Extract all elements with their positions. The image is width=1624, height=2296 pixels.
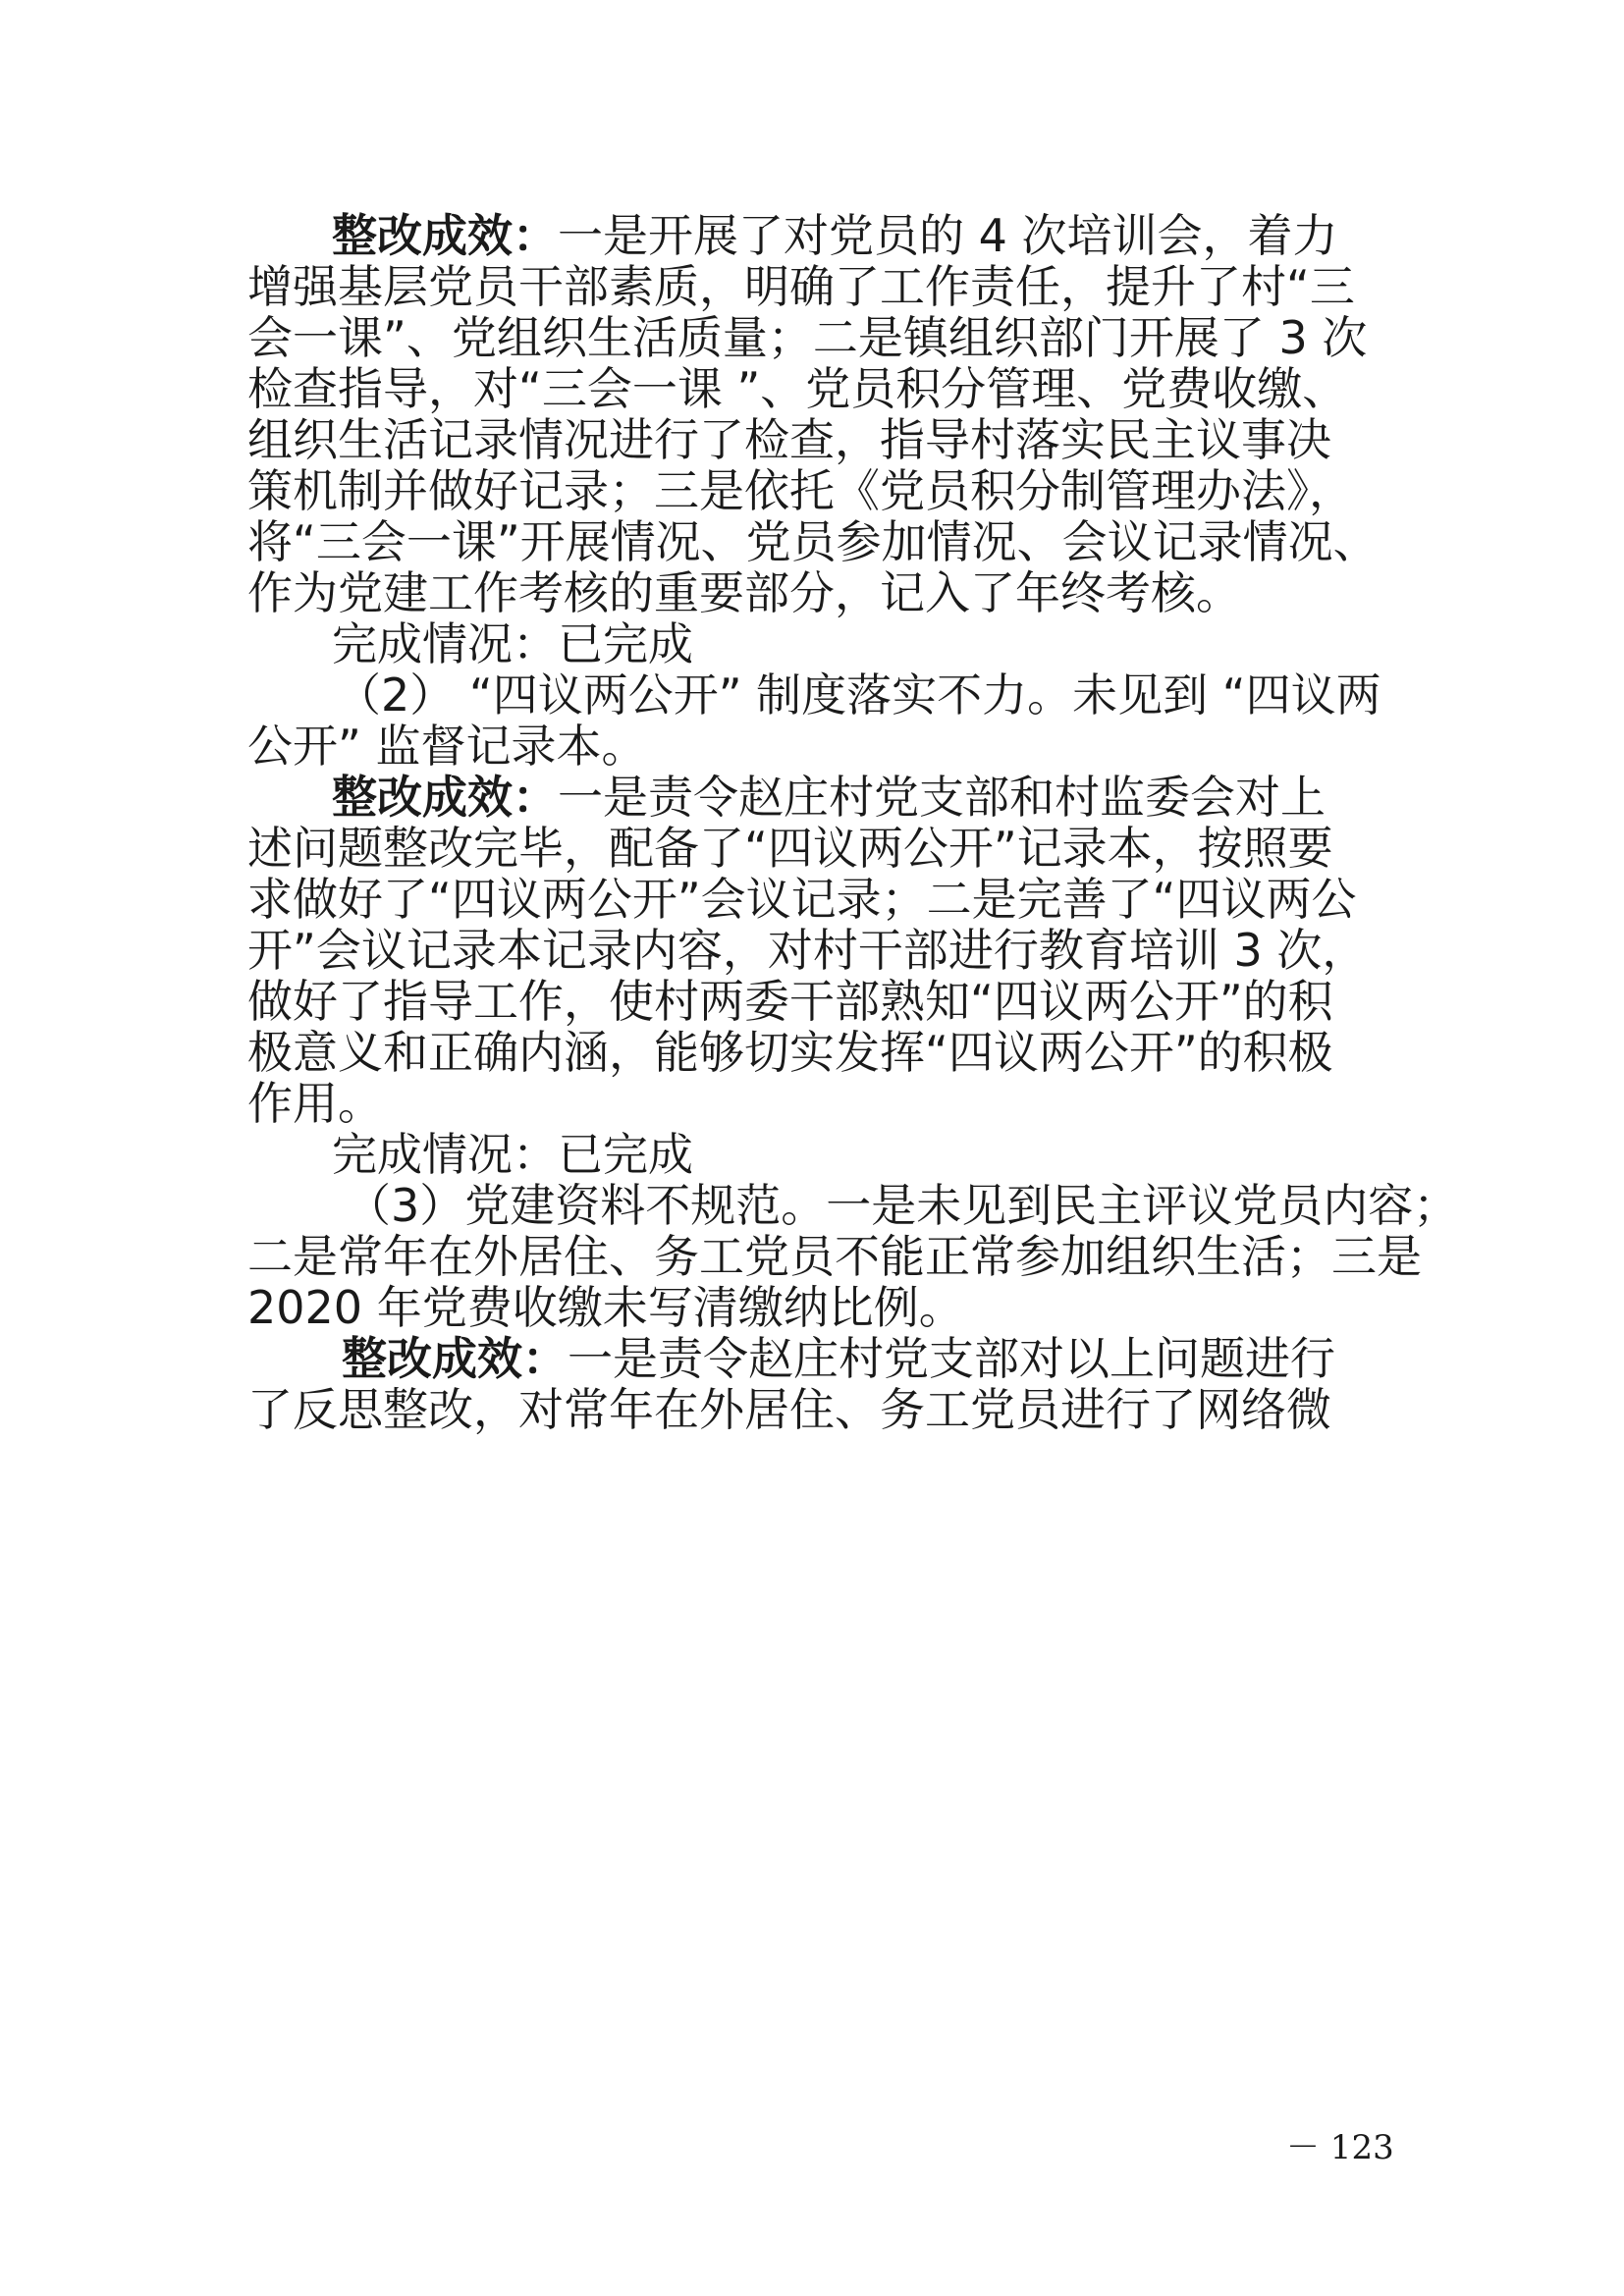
line-text: 完成情况：已完成 xyxy=(332,1128,693,1181)
text-line xyxy=(247,872,1357,927)
section-label: 整改成效： xyxy=(332,209,558,262)
page-number: － 123 xyxy=(1286,2128,1394,2167)
line-text: 了反思整改，对常年在外居住、务工党员进行了网络微 xyxy=(247,1383,1331,1436)
line-text: 一是责令赵庄村党支部和村监委会对上 xyxy=(558,771,1326,824)
line-text: 作用。 xyxy=(247,1077,383,1130)
line-text: 组织生活记录情况进行了检查，指导村落实民主议事决 xyxy=(247,413,1331,466)
line-text: 检查指导，对“三会一课 ”、党员积分管理、党费收缴、 xyxy=(247,362,1348,415)
line-text: 作为党建工作考核的重要部分，记入了年终考核。 xyxy=(247,566,1241,619)
text-line xyxy=(247,1229,1422,1284)
text-line xyxy=(342,1331,1335,1386)
text-line xyxy=(247,1280,964,1335)
line-text: 述问题整改完毕，配备了“四议两公开”记录本，按照要 xyxy=(247,822,1333,875)
text-line xyxy=(247,514,1379,569)
text-line xyxy=(332,770,1326,825)
line-text: 一是开展了对党员的 4 次培训会，着力 xyxy=(558,209,1338,262)
issue-heading xyxy=(336,667,1381,722)
completion-status xyxy=(332,1127,693,1182)
line-text: 一是责令赵庄村党支部对以上问题进行 xyxy=(568,1332,1335,1385)
line-text: 极意义和正确内涵，能够切实发挥“四议两公开”的积极 xyxy=(247,1026,1333,1079)
line-text: 做好了指导工作，使村两委干部熟知“四议两公开”的积 xyxy=(247,975,1333,1028)
line-text: （2） “四议两公开” 制度落实不力。未见到 “四议两 xyxy=(336,668,1381,721)
text-line xyxy=(247,719,646,774)
completion-status xyxy=(332,616,693,671)
text-line xyxy=(247,412,1331,467)
text-line xyxy=(332,208,1338,263)
line-text: 开”会议记录本记录内容，对村干部进行教育培训 3 次， xyxy=(247,924,1368,977)
line-text: 完成情况：已完成 xyxy=(332,617,693,670)
text-line xyxy=(247,923,1367,978)
line-text: 会一课”、党组织生活质量；二是镇组织部门开展了 3 次 xyxy=(247,311,1368,364)
text-line xyxy=(247,361,1347,416)
issue-heading xyxy=(346,1178,1458,1233)
text-line xyxy=(247,310,1367,365)
text-line xyxy=(247,1025,1333,1080)
line-text: （3）党建资料不规范。一是未见到民主评议党员内容； xyxy=(346,1179,1459,1232)
section-label: 整改成效： xyxy=(342,1332,568,1385)
text-line xyxy=(247,821,1333,876)
line-text: 将“三会一课”开展情况、党员参加情况、会议记录情况、 xyxy=(247,515,1379,568)
line-text: 2020 年党费收缴未写清缴纳比例。 xyxy=(247,1281,964,1334)
line-text: 增强基层党员干部素质，明确了工作责任，提升了村“三 xyxy=(247,260,1355,313)
text-line xyxy=(247,1076,383,1131)
text-line xyxy=(247,1382,1331,1437)
text-line xyxy=(247,565,1241,620)
text-line xyxy=(247,463,1354,518)
line-text: 二是常年在外居住、务工党员不能正常参加组织生活；三是 xyxy=(247,1230,1422,1283)
line-text: 策机制并做好记录；三是依托《党员积分制管理办法》， xyxy=(247,464,1354,517)
text-line xyxy=(247,259,1355,314)
section-label: 整改成效： xyxy=(332,771,558,824)
text-line xyxy=(247,974,1333,1029)
line-text: 求做好了“四议两公开”会议记录；二是完善了“四议两公 xyxy=(247,873,1357,926)
line-text: 公开” 监督记录本。 xyxy=(247,720,647,773)
